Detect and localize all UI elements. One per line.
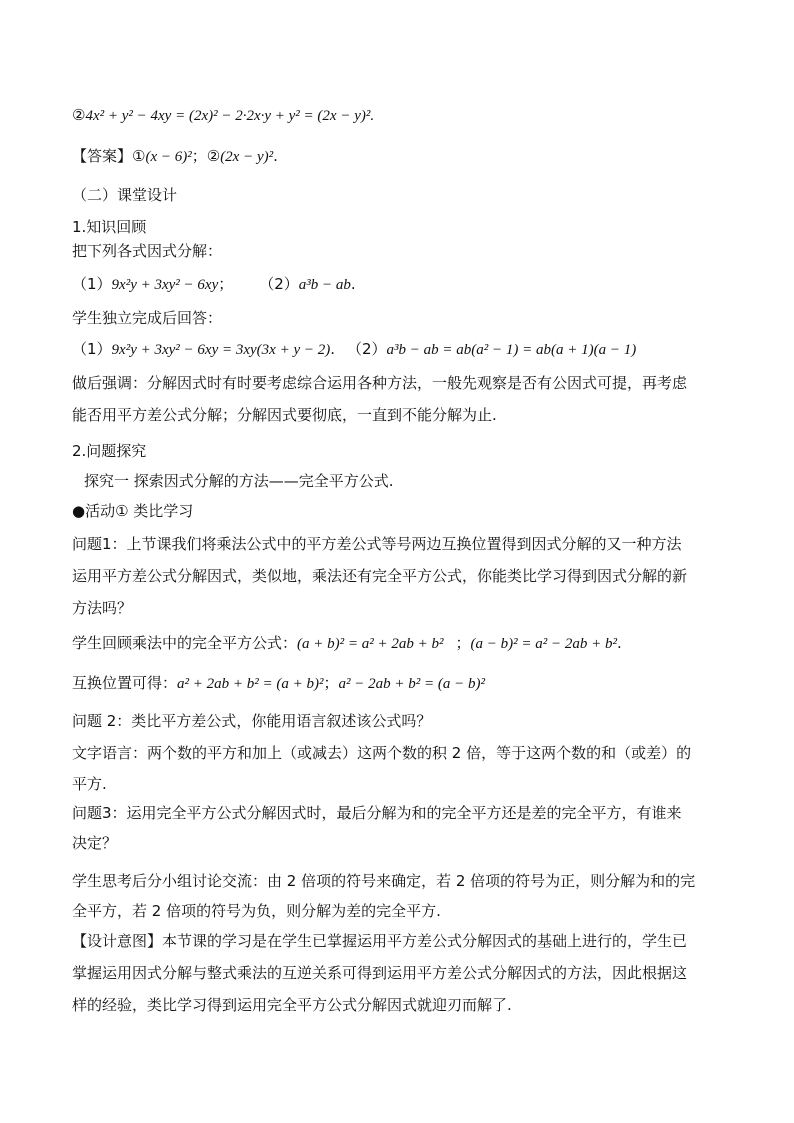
answer-formula-2: (2x − y)² bbox=[220, 149, 274, 165]
solution-1-label: （1） bbox=[72, 340, 112, 358]
example-2-line bbox=[72, 104, 374, 127]
sum-square-formula: (a + b)² = a² + 2ab + b² bbox=[297, 636, 444, 652]
answer-formula-1: (x − 6)² bbox=[145, 149, 192, 165]
exercise-1-formula: 9x²y + 3xy² − 6xy bbox=[111, 277, 219, 293]
question-3-line-2: 决定？ bbox=[72, 834, 118, 852]
question-1-line-3: 方法吗？ bbox=[72, 599, 133, 617]
design-intent-line-1: 【设计意图】本节课的学习是在学生已掌握运用平方差公式分解因式的基础上进行的，学生已 bbox=[72, 932, 688, 950]
question-1-line-1: 问题1：上节课我们将乘法公式中的平方差公式等号两边互换位置得到因式分解的又一种方法 bbox=[72, 535, 682, 553]
review-label: 学生回顾乘法中的完全平方公式： bbox=[72, 634, 298, 652]
instruction-line: 把下列各式因式分解： bbox=[72, 242, 223, 260]
answer-label: 【答案】① bbox=[72, 147, 146, 165]
exercise-line bbox=[72, 273, 356, 296]
swapped-separator: ； bbox=[323, 674, 339, 692]
swapped-difference-formula: a² − 2ab + b² = (a − b)² bbox=[338, 676, 485, 692]
circled-2-marker: ② bbox=[72, 106, 86, 124]
subheading-problem-exploration: 2.问题探究 bbox=[72, 442, 147, 460]
exercise-2-label: （2） bbox=[259, 275, 299, 293]
exercise-1-label: （1） bbox=[72, 275, 112, 293]
question-1-line-2: 运用平方差公式分解因式，类似地，乘法还有完全平方公式，你能类比学习得到因式分解的新 bbox=[72, 567, 688, 585]
subheading-knowledge-review: 1.知识回顾 bbox=[72, 218, 147, 236]
solution-2-label: （2） bbox=[347, 340, 387, 358]
section-heading-class-design: （二）课堂设计 bbox=[72, 186, 178, 204]
exercise-period: . bbox=[350, 275, 356, 293]
question-3-line-1: 问题3：运用完全平方公式分解因式时，最后分解为和的完全平方还是差的完全平方，有谁来 bbox=[72, 804, 682, 822]
answer-period: . bbox=[273, 147, 278, 165]
swapped-formula-line bbox=[72, 672, 485, 695]
verbal-statement-line-2: 平方. bbox=[72, 775, 107, 793]
design-intent-line-2: 掌握运用因式分解与整式乘法的互逆关系可得到运用平方差公式分解因式的方法，因此根据这 bbox=[72, 964, 688, 982]
review-separator: ； bbox=[455, 634, 471, 652]
exercise-separator: ； bbox=[218, 275, 234, 293]
swapped-sum-formula: a² + 2ab + b² = (a + b)² bbox=[177, 676, 324, 692]
swapped-label: 互换位置可得： bbox=[72, 674, 178, 692]
discussion-line-2: 全平方，若 2 倍项的符号为负，则分解为差的完全平方. bbox=[72, 902, 441, 920]
design-intent-line-3: 样的经验，类比学习得到运用完全平方公式分解因式就迎刃而解了. bbox=[72, 996, 512, 1014]
question-2-line: 问题 2：类比平方差公式，你能用语言叙述该公式吗？ bbox=[72, 712, 432, 730]
exercise-2-formula: a³b − ab bbox=[298, 277, 351, 293]
example-2-formula: 4x² + y² − 4xy = (2x)² − 2·2x·y + y² = (2x − y)². bbox=[85, 108, 375, 124]
solution-2-formula: a³b − ab = ab(a² − 1) = ab(a + 1)(a − 1) bbox=[386, 342, 637, 358]
discussion-line-1: 学生思考后分小组讨论交流：由 2 倍项的符号来确定，若 2 倍项的符号为正，则分解为和的完 bbox=[72, 872, 696, 890]
perfect-square-review-line bbox=[72, 632, 622, 655]
emphasis-paragraph-line-2: 能否用平方差公式分解；分解因式要彻底，一直到不能分解为止. bbox=[72, 406, 497, 424]
exploration-1-title: 探究一 探索因式分解的方法——完全平方公式. bbox=[84, 472, 394, 490]
answer-separator: ；② bbox=[191, 147, 221, 165]
solution-line bbox=[72, 338, 636, 361]
answer-line bbox=[72, 145, 278, 168]
activity-1-title: ●活动① 类比学习 bbox=[72, 502, 194, 520]
student-answer-intro: 学生独立完成后回答： bbox=[72, 309, 223, 327]
emphasis-paragraph-line-1: 做后强调：分解因式时有时要考虑综合运用各种方法，一般先观察是否有公因式可提，再考虑 bbox=[72, 374, 688, 392]
solution-1-formula: 9x²y + 3xy² − 6xy = 3xy(3x + y − 2) bbox=[111, 342, 331, 358]
verbal-statement-line-1: 文字语言：两个数的平方和加上（或减去）这两个数的积 2 倍，等于这两个数的和（或差）的 bbox=[72, 744, 692, 762]
difference-square-formula: (a − b)² = a² − 2ab + b² bbox=[470, 636, 617, 652]
solution-period: . bbox=[330, 340, 335, 358]
review-period: . bbox=[617, 634, 622, 652]
